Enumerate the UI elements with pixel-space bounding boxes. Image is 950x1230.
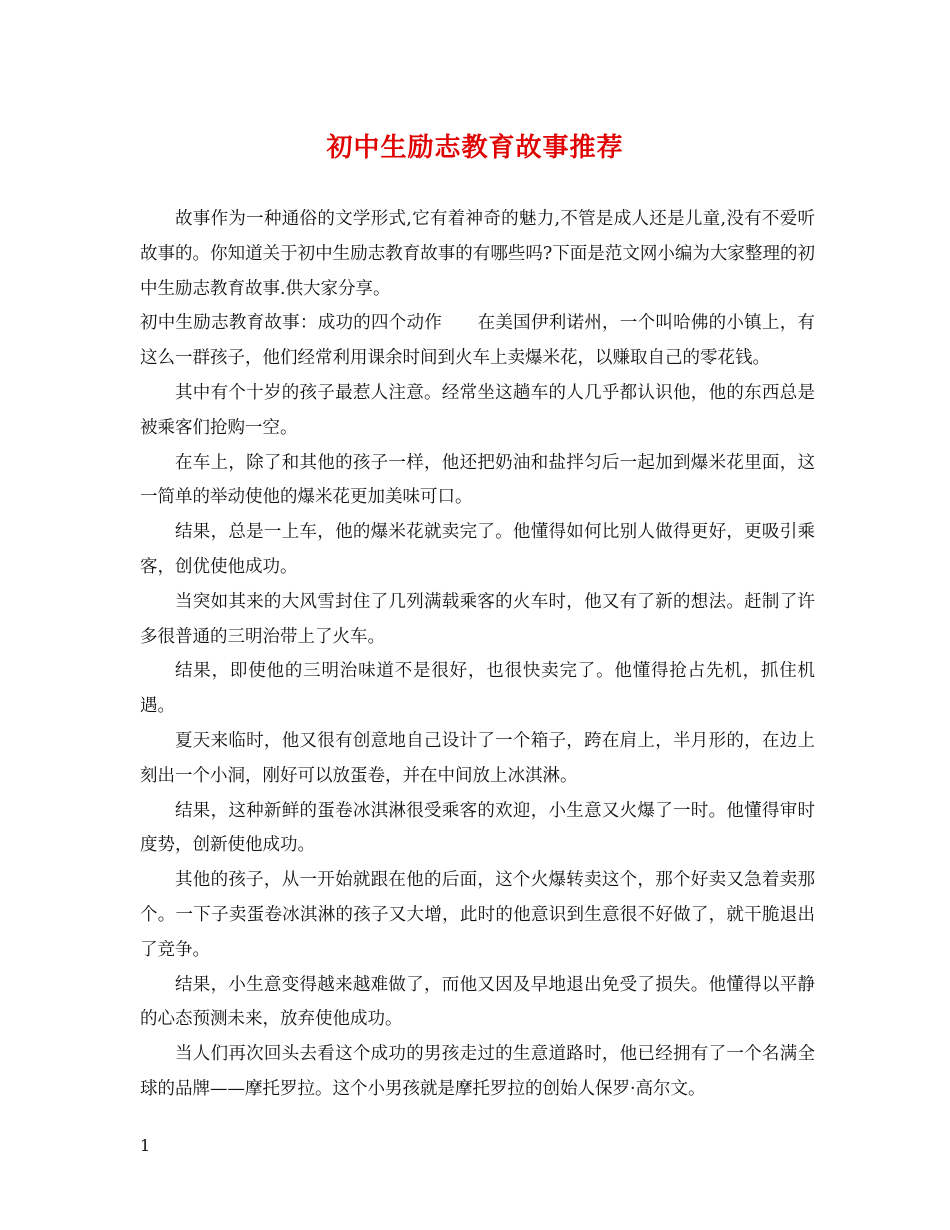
paragraph-6: 当突如其来的大风雪封住了几列满载乘客的火车时，他又有了新的想法。赶制了许多很普通的三明治带上了火车。 bbox=[140, 591, 815, 647]
paragraph-4: 在车上，除了和其他的孩子一样，他还把奶油和盐拌匀后一起加到爆米花里面，这一简单的举动使他的爆米花更加美味可口。 bbox=[140, 452, 815, 508]
paragraph-7: 结果，即使他的三明治味道不是很好，也很快卖完了。他懂得抢占先机，抓住机遇。 bbox=[140, 661, 815, 717]
document-body bbox=[140, 202, 815, 1107]
paragraph-12: 当人们再次回头去看这个成功的男孩走过的生意道路时，他已经拥有了一个名满全球的品牌——摩托罗拉。这个小男孩就是摩托罗拉的创始人保罗·高尔文。 bbox=[140, 1044, 815, 1099]
paragraph-9: 结果，这种新鲜的蛋卷冰淇淋很受乘客的欢迎，小生意又火爆了一时。他懂得审时度势，创新使他成功。 bbox=[140, 800, 815, 856]
paragraph-11: 结果，小生意变得越来越难做了，而他又因及早地退出免受了损失。他懂得以平静的心态预测未来，放弃使他成功。 bbox=[140, 974, 815, 1030]
page-number: 1 bbox=[140, 1136, 151, 1155]
paragraph-3: 其中有个十岁的孩子最惹人注意。经常坐这趟车的人几乎都认识他，他的东西总是被乘客们抢购一空。 bbox=[140, 382, 815, 438]
paragraph-story-heading: 初中生励志教育故事：成功的四个动作 在美国伊利诺州，一个叫哈佛的小镇上，有这么一群孩子，他们经常利用课余时间到火车上卖爆米花，以赚取自己的零花钱。 bbox=[140, 313, 815, 369]
paragraph-5: 结果，总是一上车，他的爆米花就卖完了。他懂得如何比别人做得更好，更吸引乘客，创优使他成功。 bbox=[140, 522, 815, 577]
document-title: 初中生励志教育故事推荐 bbox=[326, 133, 624, 163]
paragraph-8: 夏天来临时，他又很有创意地自己设计了一个箱子，跨在肩上，半月形的，在边上刻出一个小洞，刚好可以放蛋卷，并在中间放上冰淇淋。 bbox=[140, 730, 815, 786]
paragraph-10: 其他的孩子，从一开始就跟在他的后面，这个火爆转卖这个，那个好卖又急着卖那个。一下子卖蛋卷冰淇淋的孩子又大增，此时的他意识到生意很不好做了，就干脆退出了竞争。 bbox=[140, 870, 815, 960]
paragraph-intro: 故事作为一种通俗的文学形式,它有着神奇的魅力,不管是成人还是儿童,没有不爱听故事的。你知道关于初中生励志教育故事的有哪些吗?下面是范文网小编为大家整理的初中生励志教育故事.供大家分享。 bbox=[140, 209, 815, 299]
